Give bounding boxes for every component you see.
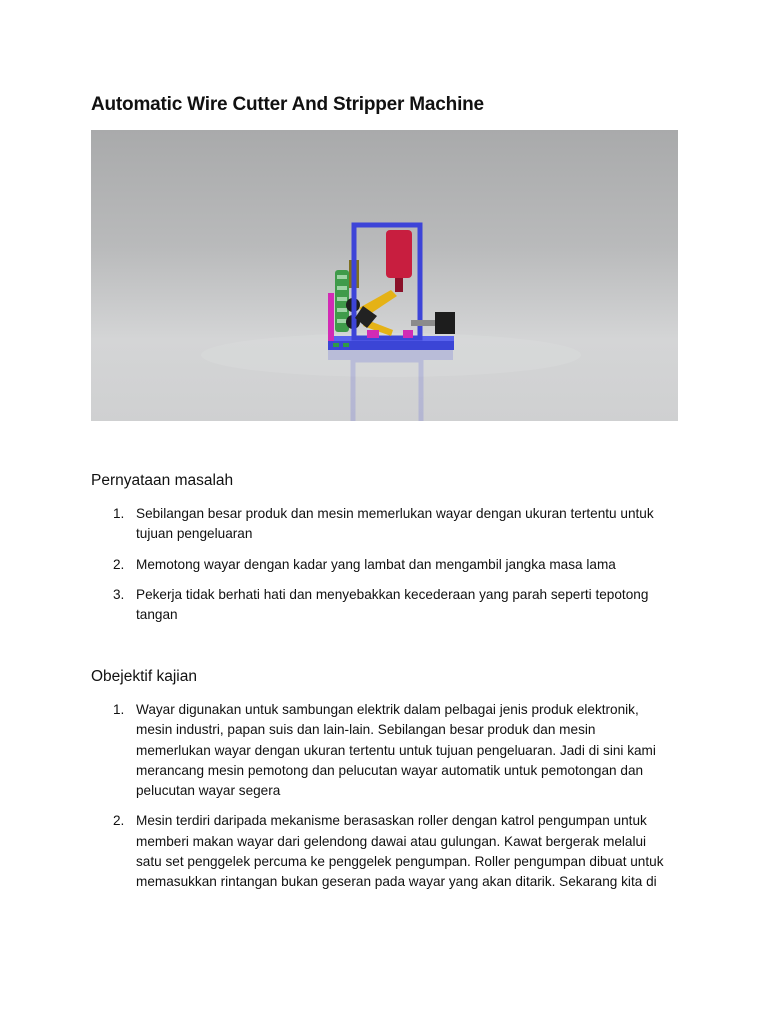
list-item-line: memasukkan rintangan bukan geseran pada wayar yang akan ditarik. Sekarang kita di — [136, 874, 657, 890]
machine-render-icon — [91, 130, 678, 421]
list-item — [91, 504, 691, 545]
list-item-number: 1. — [113, 506, 125, 521]
study-objectives-list — [91, 700, 691, 893]
list-item-line: merancang mesin pemotong dan pelucutan wayar automatik untuk pemotongan dan — [136, 762, 644, 778]
list-item-line: Memotong wayar dengan kadar yang lambat dan mengambil jangka masa lama — [136, 556, 616, 572]
list-item — [91, 811, 691, 892]
list-item-number: 1. — [113, 702, 125, 717]
machine-render-image — [91, 130, 678, 421]
list-item-line: pelucutan wayar segera — [136, 783, 281, 799]
list-item-line: Sebilangan besar produk dan mesin memerlukan wayar dengan ukuran tertentu untuk — [136, 506, 654, 521]
list-item-line: tangan — [136, 607, 178, 623]
list-item-line: memberi makan wayar dari gelendong dawai atau gulungan. Kawat bergerak melalui — [136, 833, 647, 849]
list-item-line: memerlukan wayar dengan ukuran tertentu untuk tujuan pengeluaran. Jadi di sini kami — [136, 742, 656, 758]
section-heading-problem-statement: Pernyataan masalah — [91, 472, 234, 489]
list-item-line: satu set penggelek percuma ke penggelek pengumpan. Roller pengumpan dibuat untuk — [136, 854, 664, 870]
list-item-line: Wayar digunakan untuk sambungan elektrik dalam pelbagai jenis produk elektronik, — [136, 702, 639, 717]
list-item-line: Mesin terdiri daripada mekanisme berasaskan roller dengan katrol pengumpan untuk — [136, 813, 647, 829]
section-heading-study-objectives: Obejektif kajian — [91, 668, 197, 685]
list-item — [91, 555, 691, 575]
list-item-number: 3. — [113, 586, 125, 602]
list-item-line: Pekerja tidak berhati hati dan menyebakkan kecederaan yang parah seperti tepotong — [136, 586, 649, 602]
list-item-number: 2. — [113, 813, 125, 829]
list-item — [91, 700, 691, 801]
list-item-line: mesin industri, papan suis dan lain-lain. Sebilangan besar produk dan mesin — [136, 722, 596, 738]
list-item-number: 2. — [113, 556, 125, 572]
problem-statement-list — [91, 504, 691, 625]
list-item-line: tujuan pengeluaran — [136, 526, 253, 542]
document-title: Automatic Wire Cutter And Stripper Machine — [91, 94, 484, 115]
list-item — [91, 585, 691, 626]
